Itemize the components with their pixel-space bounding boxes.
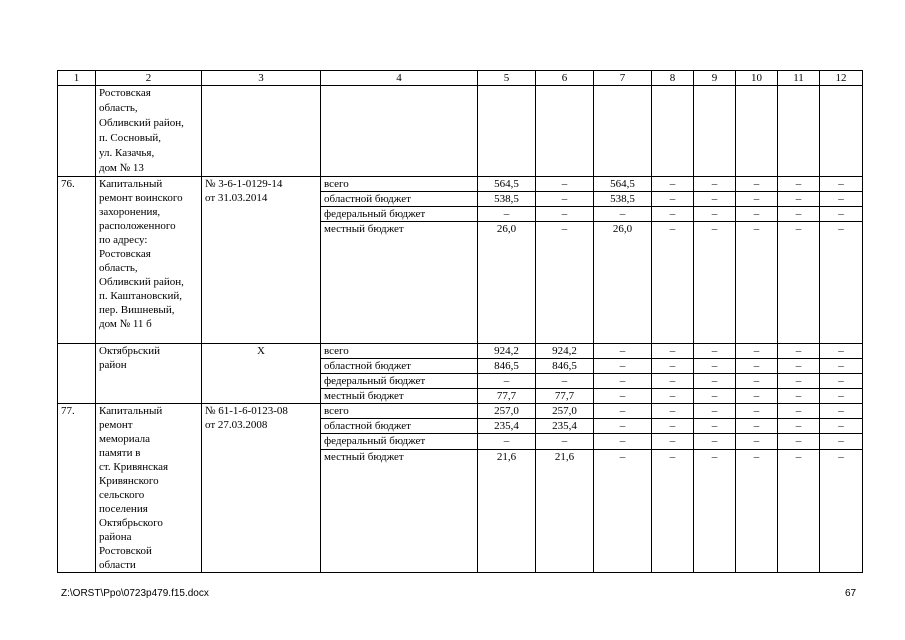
value-cell: – <box>478 434 536 449</box>
empty-cell <box>778 86 820 177</box>
document-cell: № 61-1-6-0123-08 от 27.03.2008 <box>202 404 321 573</box>
header-cell: 11 <box>778 71 820 86</box>
budget-label-cell: местный бюджет <box>321 389 478 404</box>
value-cell: – <box>594 419 652 434</box>
header-cell: 8 <box>652 71 694 86</box>
empty-cell <box>652 86 694 177</box>
empty-cell <box>202 86 321 177</box>
value-cell: – <box>694 419 736 434</box>
object-name-cell: Октябрьский район <box>96 344 202 404</box>
object-name-cell: Капитальный ремонт воинского захоронения, расположенного по адресу: Ростовская область, Обливский район, п. Каштановский, пер. Вишневый, дом № 11 б <box>96 177 202 344</box>
value-cell: – <box>736 374 778 389</box>
value-cell: – <box>778 222 820 344</box>
value-cell: – <box>820 374 863 389</box>
budget-label-cell: местный бюджет <box>321 449 478 572</box>
value-cell: 924,2 <box>478 344 536 359</box>
value-cell: – <box>694 374 736 389</box>
value-cell: – <box>652 449 694 572</box>
empty-cell <box>536 86 594 177</box>
table-row <box>58 86 863 177</box>
value-cell: – <box>536 222 594 344</box>
empty-cell <box>820 86 863 177</box>
value-cell: – <box>694 222 736 344</box>
value-cell: – <box>652 404 694 419</box>
value-cell: 77,7 <box>536 389 594 404</box>
value-cell: – <box>778 449 820 572</box>
budget-label-cell: областной бюджет <box>321 419 478 434</box>
header-cell: 3 <box>202 71 321 86</box>
value-cell: 846,5 <box>478 359 536 374</box>
budget-label-cell: всего <box>321 177 478 192</box>
value-cell: – <box>820 344 863 359</box>
value-cell: – <box>820 434 863 449</box>
value-cell: 235,4 <box>478 419 536 434</box>
value-cell: – <box>736 359 778 374</box>
value-cell: – <box>778 374 820 389</box>
budget-label-cell: федеральный бюджет <box>321 374 478 389</box>
value-cell: – <box>778 344 820 359</box>
value-cell: – <box>820 177 863 192</box>
value-cell: – <box>778 177 820 192</box>
value-cell: 26,0 <box>594 222 652 344</box>
value-cell: 235,4 <box>536 419 594 434</box>
budget-label-cell: областной бюджет <box>321 359 478 374</box>
budget-label-cell: федеральный бюджет <box>321 434 478 449</box>
value-cell: – <box>778 434 820 449</box>
header-cell: 5 <box>478 71 536 86</box>
value-cell: – <box>820 404 863 419</box>
value-cell: 21,6 <box>478 449 536 572</box>
value-cell: – <box>736 222 778 344</box>
document-cell: Х <box>202 344 321 404</box>
value-cell: – <box>594 389 652 404</box>
value-cell: – <box>694 389 736 404</box>
value-cell: – <box>736 434 778 449</box>
value-cell: 846,5 <box>536 359 594 374</box>
value-cell: – <box>694 434 736 449</box>
value-cell: – <box>652 192 694 207</box>
empty-cell <box>594 86 652 177</box>
object-name-cell: Ростовская область, Обливский район, п. Сосновый, ул. Казачья, дом № 13 <box>96 86 202 177</box>
value-cell: – <box>820 207 863 222</box>
value-cell: – <box>536 374 594 389</box>
value-cell: – <box>594 404 652 419</box>
value-cell: – <box>694 449 736 572</box>
value-cell: – <box>652 434 694 449</box>
value-cell: 538,5 <box>594 192 652 207</box>
budget-label-cell: областной бюджет <box>321 192 478 207</box>
budget-label-cell: всего <box>321 344 478 359</box>
budget-label-cell: местный бюджет <box>321 222 478 344</box>
document-cell: № 3-6-1-0129-14 от 31.03.2014 <box>202 177 321 344</box>
value-cell: – <box>652 222 694 344</box>
value-cell: – <box>694 359 736 374</box>
value-cell: – <box>820 419 863 434</box>
value-cell: – <box>694 207 736 222</box>
row-number-cell: 77. <box>58 404 96 573</box>
header-cell: 4 <box>321 71 478 86</box>
empty-cell <box>321 86 478 177</box>
header-cell: 9 <box>694 71 736 86</box>
value-cell: – <box>536 207 594 222</box>
object-name-cell: Капитальный ремонт мемориала памяти в ст. Кривянская Кривянского сельского поселения Октябрьского района Ростовской области <box>96 404 202 573</box>
value-cell: – <box>652 207 694 222</box>
value-cell: – <box>736 344 778 359</box>
value-cell: – <box>652 359 694 374</box>
table-row <box>58 177 863 192</box>
value-cell: – <box>594 449 652 572</box>
value-cell: – <box>820 449 863 572</box>
value-cell: – <box>736 207 778 222</box>
header-cell: 10 <box>736 71 778 86</box>
value-cell: – <box>736 177 778 192</box>
value-cell: – <box>594 344 652 359</box>
file-path: Z:\ORST\Ppo\0723p479.f15.docx <box>61 588 209 599</box>
table-row <box>58 404 863 419</box>
value-cell: – <box>736 419 778 434</box>
empty-cell <box>736 86 778 177</box>
budget-label-cell: всего <box>321 404 478 419</box>
value-cell: – <box>820 359 863 374</box>
header-cell: 1 <box>58 71 96 86</box>
header-cell: 7 <box>594 71 652 86</box>
value-cell: – <box>694 192 736 207</box>
header-row <box>58 71 863 86</box>
row-number-cell: 76. <box>58 177 96 344</box>
page-number: 67 <box>845 588 857 599</box>
value-cell: 26,0 <box>478 222 536 344</box>
value-cell: – <box>594 359 652 374</box>
value-cell: – <box>652 389 694 404</box>
value-cell: 21,6 <box>536 449 594 572</box>
empty-cell <box>478 86 536 177</box>
value-cell: – <box>478 207 536 222</box>
value-cell: 924,2 <box>536 344 594 359</box>
value-cell: – <box>536 177 594 192</box>
value-cell: 564,5 <box>478 177 536 192</box>
value-cell: – <box>736 404 778 419</box>
empty-cell <box>694 86 736 177</box>
value-cell: – <box>652 344 694 359</box>
value-cell: – <box>594 374 652 389</box>
budget-table <box>57 70 863 573</box>
value-cell: 257,0 <box>478 404 536 419</box>
value-cell: – <box>820 192 863 207</box>
value-cell: – <box>652 374 694 389</box>
value-cell: – <box>536 434 594 449</box>
value-cell: – <box>694 404 736 419</box>
value-cell: – <box>594 434 652 449</box>
value-cell: – <box>694 177 736 192</box>
value-cell: 538,5 <box>478 192 536 207</box>
value-cell: – <box>694 344 736 359</box>
value-cell: – <box>652 177 694 192</box>
value-cell: 77,7 <box>478 389 536 404</box>
value-cell: – <box>594 207 652 222</box>
budget-label-cell: федеральный бюджет <box>321 207 478 222</box>
header-cell: 2 <box>96 71 202 86</box>
value-cell: 564,5 <box>594 177 652 192</box>
row-number-cell <box>58 86 96 177</box>
value-cell: – <box>820 222 863 344</box>
header-cell: 12 <box>820 71 863 86</box>
value-cell: – <box>778 389 820 404</box>
value-cell: – <box>736 389 778 404</box>
value-cell: – <box>536 192 594 207</box>
value-cell: – <box>778 207 820 222</box>
value-cell: – <box>778 192 820 207</box>
header-cell: 6 <box>536 71 594 86</box>
table-row <box>58 344 863 359</box>
row-number-cell <box>58 344 96 404</box>
value-cell: – <box>820 389 863 404</box>
value-cell: – <box>478 374 536 389</box>
value-cell: 257,0 <box>536 404 594 419</box>
value-cell: – <box>778 359 820 374</box>
value-cell: – <box>736 192 778 207</box>
value-cell: – <box>778 419 820 434</box>
value-cell: – <box>736 449 778 572</box>
value-cell: – <box>778 404 820 419</box>
value-cell: – <box>652 419 694 434</box>
